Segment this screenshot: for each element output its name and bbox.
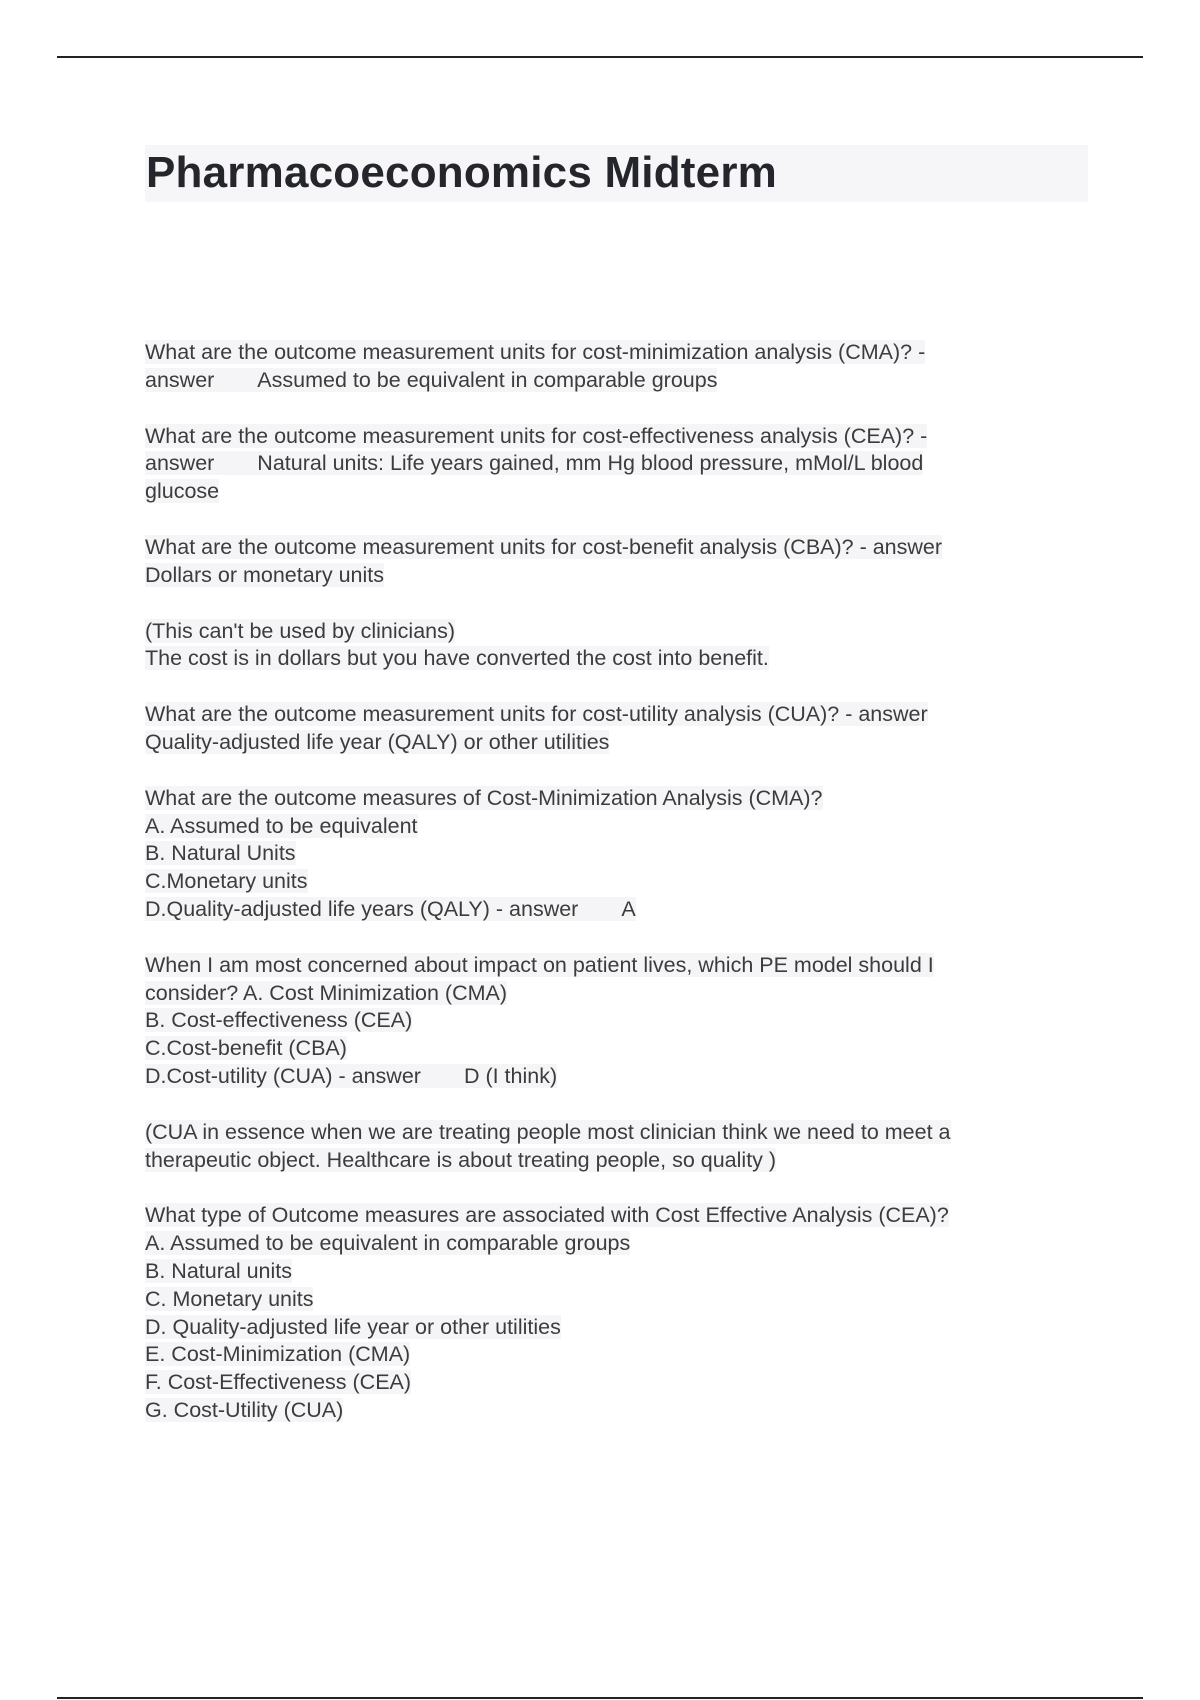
qa-block-cea-units	[145, 423, 1075, 506]
note-block-cba	[145, 618, 1075, 674]
option-d-answer: D.Quality-adjusted life years (QALY) - answer A	[145, 896, 636, 921]
question-text: When I am most concerned about impact on patient lives, which PE model should I	[145, 952, 934, 977]
document-body	[145, 339, 1075, 1453]
page-title: Pharmacoeconomics Midterm	[146, 148, 777, 197]
option-b: B. Natural Units	[145, 841, 296, 866]
question-text: What are the outcome measurement units for cost-effectiveness analysis (CEA)? -	[145, 423, 928, 448]
answer-text: Quality-adjusted life year (QALY) or other utilities	[145, 729, 610, 754]
answer-text: glucose	[145, 479, 220, 504]
bottom-rule	[57, 1697, 1143, 1699]
question-text: What are the outcome measurement units for cost-benefit analysis (CBA)? - answer	[145, 534, 943, 559]
option-d: D. Quality-adjusted life year or other utilities	[145, 1314, 561, 1339]
option-c: C.Monetary units	[145, 869, 308, 894]
note-text: (CUA in essence when we are treating people most clinician think we need to meet a	[145, 1119, 951, 1144]
qa-block-cua-units	[145, 701, 1075, 757]
note-text: (This can't be used by clinicians)	[145, 618, 456, 643]
qa-block-pe-model	[145, 952, 1075, 1091]
answer-text: Dollars or monetary units	[145, 562, 384, 587]
qa-block-cma-units	[145, 339, 1075, 395]
option-e: E. Cost-Minimization (CMA)	[145, 1342, 411, 1367]
top-rule	[57, 56, 1143, 58]
note-text: therapeutic object. Healthcare is about treating people, so quality )	[145, 1147, 777, 1172]
qa-block-cea-measures	[145, 1202, 1075, 1424]
note-text: The cost is in dollars but you have converted the cost into benefit.	[145, 646, 769, 671]
question-text: What are the outcome measures of Cost-Minimization Analysis (CMA)?	[145, 785, 823, 810]
option-b: B. Natural units	[145, 1258, 292, 1283]
option-b: B. Cost-effectiveness (CEA)	[145, 1008, 413, 1033]
option-a: A. Assumed to be equivalent	[145, 813, 418, 838]
option-a: A. Assumed to be equivalent in comparable groups	[145, 1231, 631, 1256]
option-d-answer: D.Cost-utility (CUA) - answer D (I think)	[145, 1063, 558, 1088]
option-c: C.Cost-benefit (CBA)	[145, 1036, 347, 1061]
question-text: What type of Outcome measures are associated with Cost Effective Analysis (CEA)?	[145, 1203, 949, 1228]
answer-text: answer Assumed to be equivalent in comparable groups	[145, 367, 718, 392]
option-f: F. Cost-Effectiveness (CEA)	[145, 1370, 412, 1395]
note-block-cua	[145, 1119, 1075, 1175]
qa-block-cma-measures	[145, 785, 1075, 924]
question-text-option-a: consider? A. Cost Minimization (CMA)	[145, 980, 508, 1005]
answer-text: answer Natural units: Life years gained, mm Hg blood pressure, mMol/L blood	[145, 451, 924, 476]
qa-block-cba-units	[145, 534, 1075, 590]
option-c: C. Monetary units	[145, 1286, 314, 1311]
question-text: What are the outcome measurement units for cost-utility analysis (CUA)? - answer	[145, 702, 928, 727]
question-text: What are the outcome measurement units for cost-minimization analysis (CMA)? -	[145, 340, 926, 364]
option-g: G. Cost-Utility (CUA)	[145, 1397, 344, 1422]
